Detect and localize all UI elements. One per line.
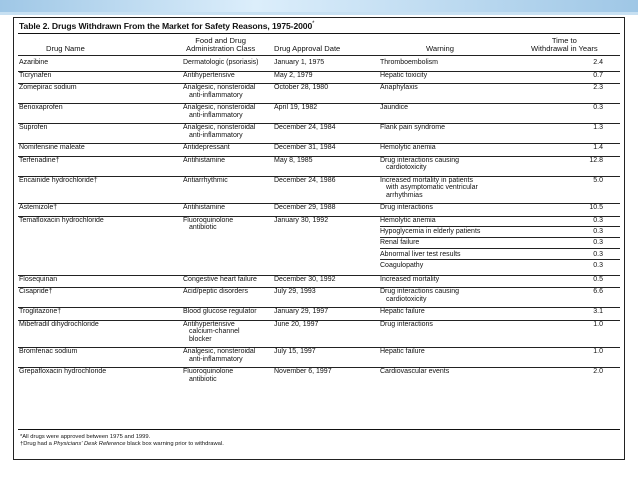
footnote-black-box bbox=[20, 441, 224, 448]
cell-time-to-withdrawal: 1.4 bbox=[593, 144, 603, 152]
cell-warning: Drug interactions causing bbox=[380, 156, 459, 164]
cell-approval-date: June 20, 1997 bbox=[274, 320, 319, 328]
cell-fda-class: Antidepressant bbox=[183, 144, 230, 152]
slide-top-banner bbox=[0, 0, 638, 12]
cell-warning: with asymptomatic ventricular bbox=[386, 184, 478, 192]
cell-warning: Renal failure bbox=[380, 239, 420, 247]
slide-top-banner-stripe bbox=[0, 12, 638, 15]
footnote-approval-years: *All drugs were approved between 1975 and 1999. bbox=[20, 434, 151, 440]
cell-drug-name: Zomepirac sodium bbox=[19, 84, 77, 92]
cell-fda-class: Antihistamine bbox=[183, 156, 226, 164]
cell-approval-date: May 8, 1985 bbox=[274, 156, 313, 164]
footnote-black-box-pdr: Physicians' Desk Reference bbox=[53, 441, 126, 447]
cell-approval-date: December 24, 1986 bbox=[274, 176, 336, 184]
cell-fda-class: Congestive heart failure bbox=[183, 275, 257, 283]
cell-time-to-withdrawal: 0.3 bbox=[593, 239, 603, 247]
cell-fda-class: Analgesic, nonsteroidal bbox=[183, 84, 256, 92]
cell-warning: Drug interactions causing bbox=[380, 288, 459, 296]
cell-warning: Increased mortality bbox=[380, 275, 440, 283]
row-divider bbox=[18, 287, 620, 288]
cell-time-to-withdrawal: 10.5 bbox=[589, 204, 603, 212]
header-time-line2: Withdrawal in Years bbox=[531, 44, 598, 54]
table-title: Table 2. Drugs Withdrawn From the Market for Safety Reasons, 1975-2000 bbox=[19, 21, 313, 31]
cell-fda-class: Antihypertensive bbox=[183, 71, 235, 79]
header-time-to-withdrawal bbox=[531, 37, 598, 53]
cell-drug-name: Ticrynafen bbox=[19, 71, 52, 79]
cell-approval-date: December 31, 1984 bbox=[274, 144, 336, 152]
cell-fda-class: antibiotic bbox=[189, 224, 217, 232]
cell-drug-name: Flosequinan bbox=[19, 275, 58, 283]
cell-fda-class: calcium-channel bbox=[189, 328, 240, 336]
cell-time-to-withdrawal: 0.7 bbox=[593, 71, 603, 79]
cell-warning: Hemolytic anemia bbox=[380, 216, 436, 224]
table-caption bbox=[19, 21, 314, 31]
cell-warning: Drug interactions bbox=[380, 320, 433, 328]
cell-fda-class: Analgesic, nonsteroidal bbox=[183, 348, 256, 356]
cell-approval-date: December 24, 1984 bbox=[274, 124, 336, 132]
cell-fda-class: blocker bbox=[189, 335, 212, 343]
warning-subrow-rule bbox=[380, 226, 620, 227]
cell-warning: Flank pain syndrome bbox=[380, 124, 445, 132]
cell-warning: Hepatic toxicity bbox=[380, 71, 428, 79]
cell-drug-name: Encainide hydrochloride† bbox=[19, 176, 98, 184]
cell-warning: Thromboembolism bbox=[380, 59, 438, 66]
warning-subrow-rule bbox=[380, 237, 620, 238]
header-approval-date: Drug Approval Date bbox=[274, 44, 341, 53]
cell-approval-date: December 30, 1992 bbox=[274, 275, 336, 283]
cell-time-to-withdrawal: 6.6 bbox=[593, 288, 603, 296]
cell-warning: Hepatic failure bbox=[380, 308, 425, 316]
footnote-black-box-post: black box warning prior to withdrawal. bbox=[125, 441, 224, 447]
cell-warning: Coagulopathy bbox=[380, 262, 424, 269]
cell-approval-date: October 28, 1980 bbox=[274, 84, 329, 92]
cell-fda-class: Analgesic, nonsteroidal bbox=[183, 104, 256, 112]
top-rule bbox=[18, 33, 620, 34]
header-warning: Warning bbox=[426, 44, 454, 53]
cell-time-to-withdrawal: 0.5 bbox=[593, 275, 603, 283]
title-footnote-mark: * bbox=[312, 21, 315, 28]
header-time-line1: Time to bbox=[551, 36, 577, 45]
drug-table bbox=[13, 17, 625, 460]
cell-approval-date: January 29, 1997 bbox=[274, 308, 329, 316]
cell-warning: Hemolytic anemia bbox=[380, 144, 436, 152]
cell-warning: Increased mortality in patients bbox=[380, 176, 473, 184]
cell-time-to-withdrawal: 1.3 bbox=[593, 124, 603, 132]
cell-time-to-withdrawal: 2.3 bbox=[593, 84, 603, 92]
row-divider bbox=[18, 103, 620, 104]
cell-fda-class: anti-inflammatory bbox=[189, 131, 243, 139]
cell-approval-date: December 29, 1988 bbox=[274, 204, 336, 212]
cell-time-to-withdrawal: 0.3 bbox=[593, 104, 603, 112]
cell-fda-class: Fluoroquinolone bbox=[183, 368, 234, 376]
warning-subrow-rule bbox=[380, 248, 620, 249]
cell-approval-date: April 19, 1982 bbox=[274, 104, 318, 112]
cell-approval-date: January 1, 1975 bbox=[274, 59, 325, 66]
cell-warning: Hypoglycemia in elderly patients bbox=[380, 228, 481, 236]
cell-approval-date: May 2, 1979 bbox=[274, 71, 313, 79]
cell-fda-class: Acid/peptic disorders bbox=[183, 288, 248, 296]
row-divider bbox=[18, 347, 620, 348]
cell-warning: arrhythmias bbox=[386, 191, 423, 199]
row-divider bbox=[18, 156, 620, 157]
cell-fda-class: Antihypertensive bbox=[183, 320, 235, 328]
cell-time-to-withdrawal: 3.1 bbox=[593, 308, 603, 316]
cell-drug-name: Grepafloxacin hydrochloride bbox=[19, 368, 107, 376]
row-divider bbox=[18, 320, 620, 321]
cell-warning: Drug interactions bbox=[380, 204, 433, 212]
header-drug-name: Drug Name bbox=[46, 44, 85, 53]
cell-fda-class: Fluoroquinolone bbox=[183, 216, 234, 224]
header-rule bbox=[18, 55, 620, 56]
bottom-rule bbox=[18, 429, 620, 430]
cell-time-to-withdrawal: 5.0 bbox=[593, 176, 603, 184]
cell-approval-date: November 6, 1997 bbox=[274, 368, 332, 376]
cell-fda-class: Antiarrhythmic bbox=[183, 176, 228, 184]
cell-time-to-withdrawal: 0.3 bbox=[593, 216, 603, 224]
cell-time-to-withdrawal: 12.8 bbox=[589, 156, 603, 164]
cell-time-to-withdrawal: 0.3 bbox=[593, 262, 603, 269]
cell-drug-name: Mibefradil dihydrochloride bbox=[19, 320, 99, 328]
cell-fda-class: Antihistamine bbox=[183, 204, 226, 212]
cell-fda-class: anti-inflammatory bbox=[189, 91, 243, 99]
cell-drug-name: Cisapride† bbox=[19, 288, 53, 296]
cell-drug-name: Terfenadine† bbox=[19, 156, 60, 164]
cell-time-to-withdrawal: 2.4 bbox=[593, 59, 603, 66]
cell-drug-name: Benoxaprofen bbox=[19, 104, 63, 112]
cell-drug-name: Azaribine bbox=[19, 59, 49, 66]
cell-warning: Jaundice bbox=[380, 104, 409, 112]
cell-fda-class: antibiotic bbox=[189, 375, 217, 383]
cell-warning: cardiotoxicity bbox=[386, 295, 427, 303]
cell-time-to-withdrawal: 0.3 bbox=[593, 250, 603, 258]
row-divider bbox=[18, 71, 620, 72]
header-fda-class bbox=[186, 37, 255, 53]
cell-fda-class: Analgesic, nonsteroidal bbox=[183, 124, 256, 132]
cell-fda-class: Dermatologic (psoriasis) bbox=[183, 59, 259, 66]
cell-fda-class: Blood glucose regulator bbox=[183, 308, 257, 316]
cell-warning: Abnormal liver test results bbox=[380, 250, 461, 258]
cell-fda-class: anti-inflammatory bbox=[189, 111, 243, 119]
cell-drug-name: Nomifensine maleate bbox=[19, 144, 85, 152]
cell-time-to-withdrawal: 0.3 bbox=[593, 228, 603, 236]
header-fda-class-line1: Food and Drug bbox=[195, 36, 246, 45]
footnote-black-box-pre: †Drug had a bbox=[20, 441, 54, 447]
cell-drug-name: Bromfenac sodium bbox=[19, 348, 78, 356]
cell-warning: Hepatic failure bbox=[380, 348, 425, 356]
cell-drug-name: Temafloxacin hydrochloride bbox=[19, 216, 104, 224]
cell-warning: Anaphylaxis bbox=[380, 84, 418, 92]
cell-approval-date: January 30, 1992 bbox=[274, 216, 329, 224]
cell-fda-class: anti-inflammatory bbox=[189, 355, 243, 363]
cell-approval-date: July 15, 1997 bbox=[274, 348, 316, 356]
cell-time-to-withdrawal: 2.0 bbox=[593, 368, 603, 376]
cell-drug-name: Suprofen bbox=[19, 124, 48, 132]
cell-approval-date: July 29, 1993 bbox=[274, 288, 316, 296]
warning-subrow-rule bbox=[380, 259, 620, 260]
cell-warning: cardiotoxicity bbox=[386, 164, 427, 172]
cell-time-to-withdrawal: 1.0 bbox=[593, 348, 603, 356]
header-fda-class-line2: Administration Class bbox=[186, 44, 256, 54]
cell-time-to-withdrawal: 1.0 bbox=[593, 320, 603, 328]
cell-drug-name: Troglitazone† bbox=[19, 308, 62, 316]
cell-drug-name: Astemizole† bbox=[19, 204, 58, 212]
cell-warning: Cardiovascular events bbox=[380, 368, 450, 376]
